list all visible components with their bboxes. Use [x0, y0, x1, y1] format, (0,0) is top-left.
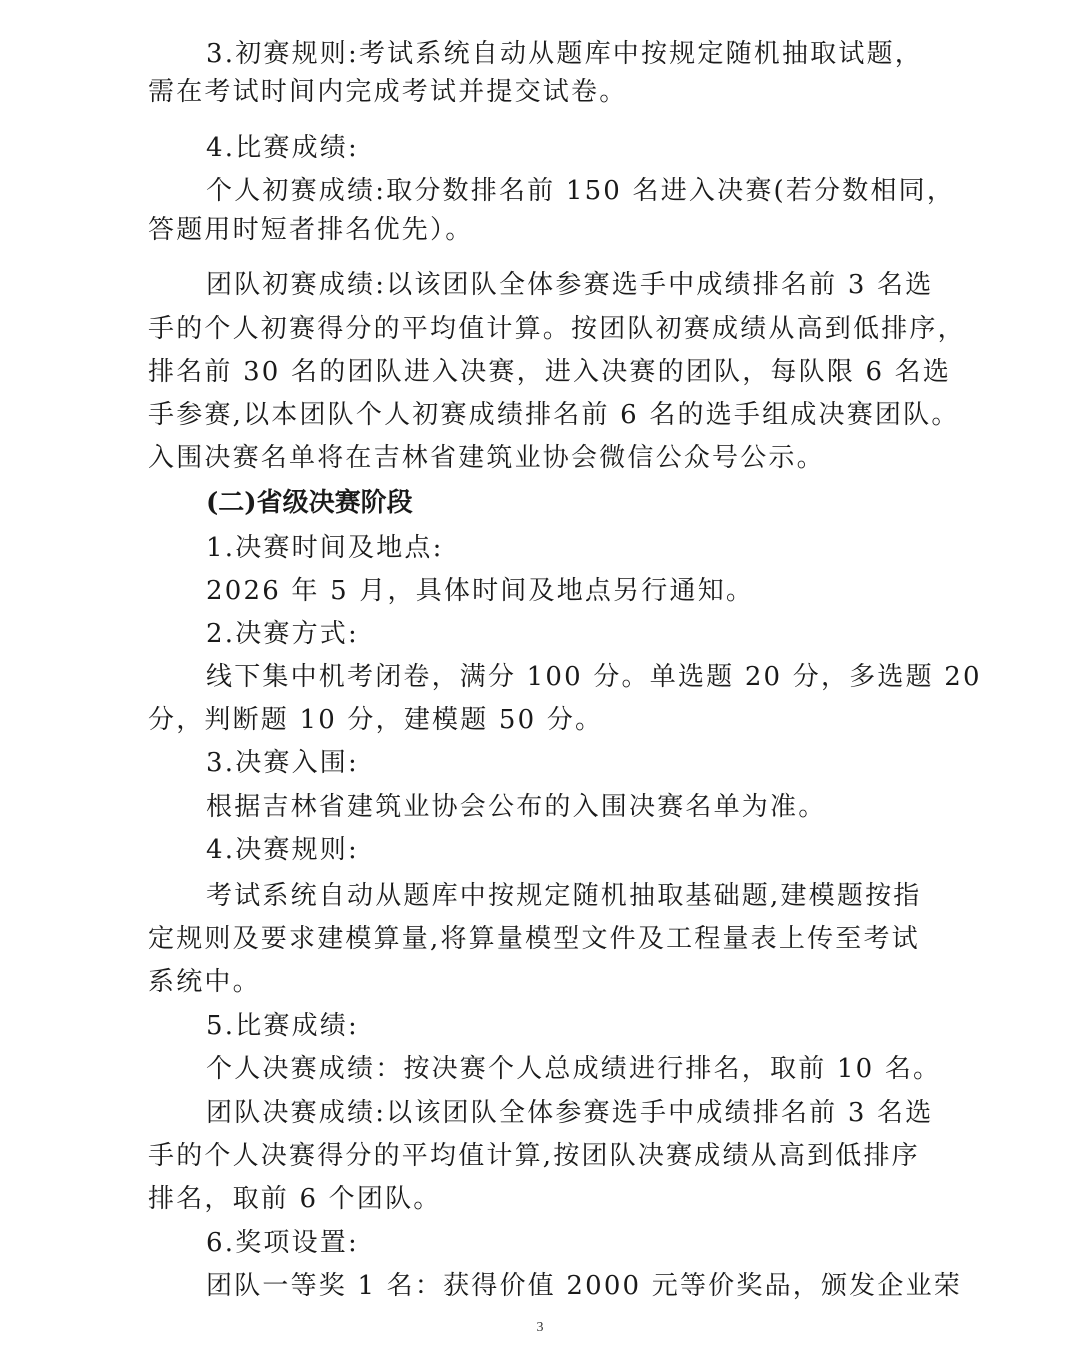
page-number: 3	[536, 1320, 544, 1335]
awards-heading: 6.奖项设置:	[206, 1228, 359, 1258]
team-first-prize: 团队一等奖 1 名：获得价值 2000 元等价奖品，颁发企业荣	[206, 1271, 962, 1301]
team-preliminary-score-cont-1: 手的个人初赛得分的平均值计算。按团队初赛成绩从高到低排序，	[148, 314, 966, 344]
final-rules-text-cont-1: 定规则及要求建模算量,将算量模型文件及工程量表上传至考试	[148, 924, 920, 954]
final-format-heading: 2.决赛方式:	[206, 619, 359, 649]
team-preliminary-score: 团队初赛成绩:以该团队全体参赛选手中成绩排名前 3 名选	[206, 270, 934, 300]
final-qualification-heading: 3.决赛入围:	[206, 748, 359, 778]
final-format-text-cont: 分，判断题 10 分，建模题 50 分。	[148, 705, 604, 735]
final-rules-text: 考试系统自动从题库中按规定随机抽取基础题,建模题按指	[206, 881, 922, 911]
final-scores-heading: 5.比赛成绩:	[206, 1011, 359, 1041]
team-final-score-cont-1: 手的个人决赛得分的平均值计算,按团队决赛成绩从高到低排序	[148, 1141, 920, 1171]
individual-final-score: 个人决赛成绩：按决赛个人总成绩进行排名，取前 10 名。	[206, 1054, 942, 1084]
final-time-place-heading: 1.决赛时间及地点:	[206, 533, 444, 563]
team-preliminary-score-cont-3: 手参赛,以本团队个人初赛成绩排名前 6 名的选手组成决赛团队。	[148, 400, 960, 430]
team-preliminary-score-cont-4: 入围决赛名单将在吉林省建筑业协会微信公众号公示。	[148, 443, 825, 473]
individual-preliminary-score: 个人初赛成绩:取分数排名前 150 名进入决赛(若分数相同，	[206, 176, 956, 206]
team-final-score-cont-2: 排名，取前 6 个团队。	[148, 1184, 442, 1214]
final-rules-heading: 4.决赛规则:	[206, 835, 359, 865]
final-time-place-text: 2026 年 5 月，具体时间及地点另行通知。	[206, 576, 755, 606]
team-preliminary-score-cont-2: 排名前 30 名的团队进入决赛，进入决赛的团队，每队限 6 名选	[148, 357, 952, 387]
section-4-heading: 4.比赛成绩:	[206, 133, 359, 163]
individual-preliminary-score-cont: 答题用时短者排名优先）。	[148, 215, 474, 245]
rule-3-continuation: 需在考试时间内完成考试并提交试卷。	[148, 77, 628, 107]
team-final-score: 团队决赛成绩:以该团队全体参赛选手中成绩排名前 3 名选	[206, 1098, 934, 1128]
final-format-text: 线下集中机考闭卷，满分 100 分。单选题 20 分，多选题 20	[206, 662, 982, 692]
final-qualification-text: 根据吉林省建筑业协会公布的入围决赛名单为准。	[206, 792, 827, 822]
rule-3-preliminary-rules: 3.初赛规则:考试系统自动从题库中按规定随机抽取试题，	[206, 39, 923, 69]
final-rules-text-cont-2: 系统中。	[148, 967, 261, 997]
section-provincial-final-heading: (二)省级决赛阶段	[206, 488, 413, 518]
